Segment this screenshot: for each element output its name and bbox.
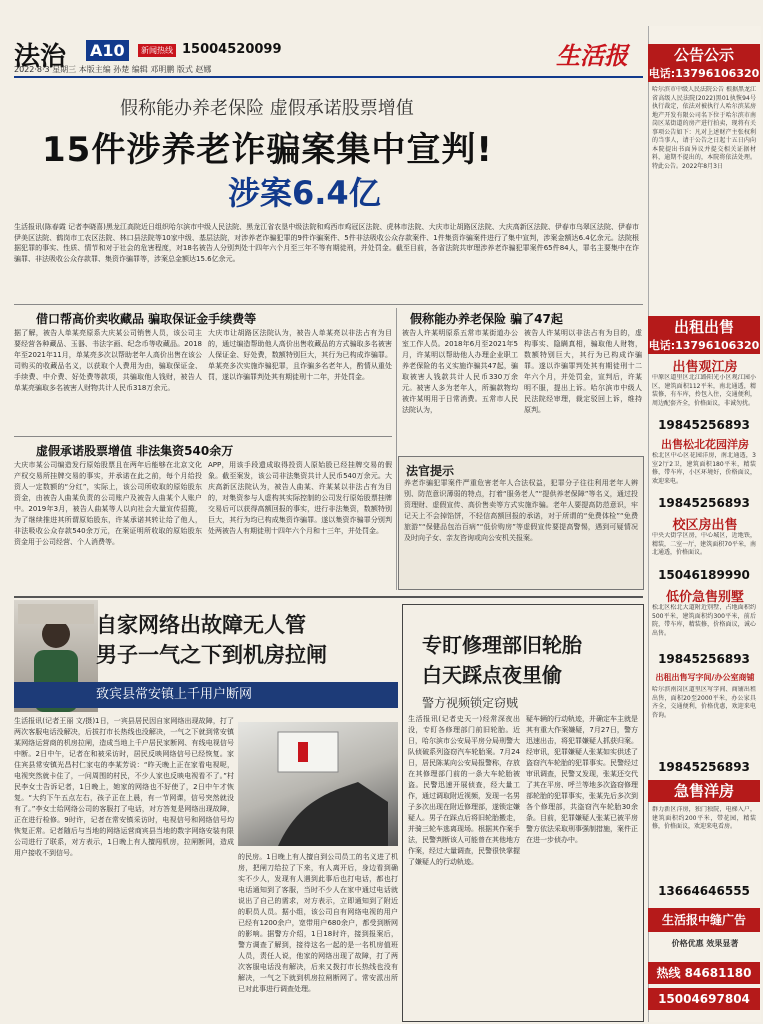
tire-story-headline-line2: 白天踩点夜里偷	[422, 663, 562, 687]
ad-title-guanjiang: 出售观江房	[672, 360, 738, 375]
life-ad-phone-2[interactable]: 15004697804	[648, 988, 760, 1010]
ad-title-songbei: 出售松北花园洋房	[661, 438, 749, 451]
hotline-label: 新闻热线	[138, 44, 176, 57]
ad-phone-guanjiang[interactable]: 19845256893	[658, 418, 750, 432]
life-ad-phone-1[interactable]: 热线 84681180	[648, 962, 760, 984]
article-body-pension: 被告人许某明原系五常市某街道办公室工作人员。2018年6月至2021年5月，许某明以帮助他人办理企业职工养老保险的名义实施诈骗共47起，骗取被害人钱款共计人民币330万余元。被害人多为老年人，所骗款物均被许某明用于日常消费。五常市人民法院认为，	[402, 329, 518, 414]
headline-kicker: 假称能办养老保险 虚假承诺股票增值	[120, 98, 414, 119]
dateline: 2022·8·3 星期三 本版主编 孙楚 编辑 邓明鹏 版式 赵娜	[14, 65, 212, 74]
net-story-headline-line2: 男子一气之下到机房拉闸	[96, 642, 327, 667]
article-body-pension-2: 被告人许某明以非法占有为目的，虚构事实、隐瞒真相，骗取他人财物，数额特别巨大，其行为已构成诈骗罪。遂以诈骗罪判处其有期徒刑十二年六个月，并处罚金，宣判后，许某明不服，提出上诉。哈尔滨市中级人民法院经审理，裁定驳回上诉，维持原判。	[524, 329, 642, 414]
life-ad-slogan: 价格优惠 效果显著	[671, 939, 739, 948]
ad-body-school: 中央大街学区房，中心城区，近地铁，精装，二室一厅，建筑面积70平米，南北通透，价格面议。	[652, 532, 756, 556]
ad-phone-office[interactable]: 19845256893	[658, 760, 750, 774]
notice-phone[interactable]: 电话:13796106320	[648, 67, 760, 80]
newspaper-logo: 生活报	[556, 41, 628, 70]
lead-paragraph: 生活报讯(陈春霞 记者李晓喜)黑龙江高院近日组织哈尔滨市中级人民法院、黑龙江省农垦中级法院和鸡西市鸡冠区法院、虎林市法院、大庆市让胡路区法院、大庆高新区法院、伊春市乌翠区法院、伊春市伊美区法院、鹤岗市工农区法院、林口县法院等10家中级、基层法院，对涉养老诈骗犯罪的9件诈骗案件、5件非法吸收公众存款案件、1件集资诈骗案件进行了集中宣判，涉案金额达6.4亿余元。法院根据犯罪的事实、性质、情节和对于社会的危害程度，对18名被告人分别判处十四年六个月至三年不等有期徒刑，并处罚金。截至目前，各省法院共审理涉养老诈骗犯罪案件65件84人，罪名主要集中在诈骗罪、非法吸收公众存款罪、集资诈骗罪等，涉案总金额达15.6亿余元。	[14, 223, 639, 263]
ad-title-school: 校区房出售	[672, 518, 738, 533]
ad-title-office: 出租出售写字间/办公室商铺	[655, 673, 755, 682]
article-body-stock-2: APP，用该手段遗成取得投资人原始股已经挂牌交易的假象。截至案发，该公司非法集资共计人民币540万余元。大庆高新区法院认为，被告人曲某、许某某以非法占有为目的，对集资参与人虚构其实际控制的公司发行原始股票挂牌交易后可以获得高额回报的事实，进行非法集资，数额特别巨大，其行为均已构成集资诈骗罪。遂以集资诈骗罪分别判处两被告人有期徒刑十四年六个月和十三年，并处罚金。	[208, 461, 392, 535]
ad-body-guanjiang: 中原区道里区北江路阳光小区观江园小区，建筑面积112平米，南北通透，精装修，有车库，拎包入住，交通便利，周边配套齐全，价格面议，非诚勿扰。	[652, 374, 756, 407]
net-story-subhead: 致宾县常安镇上千用户断网	[14, 682, 398, 708]
rent-phone[interactable]: 电话:13796106320	[648, 339, 760, 352]
ad-body-urgent: 群力新区洋房，独门独院，电梯入户，建筑面积约200平米，带花园，精装修，价格面议，欢迎来电看房。	[652, 806, 756, 830]
main-headline: 15件涉养老诈骗案集中宣判!	[42, 130, 493, 170]
tire-story-headline	[422, 630, 622, 690]
judge-tips-text: 养老诈骗犯罪案件严重危害老年人合法权益，犯罪分子往往利用老年人辨别、防范意识薄弱的特点，打着“服务老人”“提供养老保障”等名义，通过投资理财、虚假宣传、高价售卖等方式实施诈骗。老年人要提高防范意识，牢记天上不会掉馅饼，不轻信高额回报的承诺，对于所谓的“免费体检”“免费旅游”“保健品包治百病”“低价购房”等虚假宣传要提高警惕，遇到可疑情况及时向子女、亲友咨询或向公安机关报案。	[404, 479, 638, 542]
notice-body: 哈尔滨市中级人民法院公告 根据黑龙江省高级人民法院(2022)黑01执恢94号执行裁定，依法对被执行人哈尔滨某房地产开发有限公司名下位于哈尔滨市南岗区某街道的房产进行拍卖，现将有关事项公告如下：凡对上述财产主张权利的当事人，请于公告之日起十五日内向本院提出书面异议并提交相关证据材料，逾期不提出的，本院将依法处理。特此公告。2022年8月3日	[652, 86, 756, 170]
article-title-pension: 假称能办养老保险 骗了47起	[410, 312, 563, 326]
tire-story-body-right: 疑车辆的行动轨迹，并确定车主就是其有重大作案嫌疑，7月27日，警方迅速出击，将犯罪嫌疑人抓获归案。经审讯，犯罪嫌疑人张某如实供述了盗窃汽车轮胎的犯罪事实。民警经过审讯调查，民警又发现，张某还交代了其在平房、呼兰等地多次盗窃修理部轮胎的犯罪事实，张某先后多次到各个修理部，共盗窃汽车轮胎30余条。目前，犯罪嫌疑人张某已被平房警方依法采取刑事强制措施，案件正在进一步侦办中。	[526, 715, 638, 844]
ad-phone-urgent[interactable]: 13664646555	[658, 884, 750, 898]
life-ad-header: 生活报中缝广告	[648, 908, 760, 932]
net-story-headline	[96, 610, 396, 670]
rent-header: 出租出售	[648, 316, 760, 338]
header-rule	[14, 76, 643, 78]
article-body-stock: 大庆市某公司编造发行原始股票且在两年后能够在北京文化产权交易所挂牌交易的事实，并承诺在此之前，每个月给投资人一定数额的“分红”，实际上，该公司所收取的原始股东资金，由被告人曲某负责的公司账户及被告人曲某个人账户中。2019年3月，被告人曲某等人以向社会大量宣传招揽，为了继续推进其所谓原始股东，许某承诺其转让给了他人，非法吸收公众存款540余万元，在案证明所收取的原始股东资金用于公司经营、个人消费等。	[14, 461, 202, 546]
hotline-number: 15004520099	[182, 42, 282, 57]
ad-title-villa: 低价急售别墅	[665, 590, 744, 605]
section-divider-2	[14, 596, 643, 598]
judge-tips-title: 法官提示	[406, 464, 455, 478]
ad-body-office: 哈尔滨南岗区道里区写字间、商铺出租出售，面积20至2000平米，办公家具齐全，交通便利，价格优惠，欢迎来电咨询。	[652, 686, 756, 719]
tire-story-headline-line1: 专盯修理部旧轮胎	[422, 633, 582, 657]
article-body-collectibles: 据了解，被告人单某亮原系大庆某公司销售人员，该公司主要经营各种藏品、玉器、书法字画、纪念币等收藏品。2018年至2021年11月，单某亮多次以帮助老年人高价出售在该公司购买的收藏品名义，以获取个人费用为由，骗取保证金、手续费、中介费、好处费等款项，共骗取他人钱财，被告人单某亮骗取多名被害人财物共计人民币318万余元。	[14, 329, 202, 392]
sub-headline: 涉案6.4亿	[228, 174, 381, 212]
ad-phone-school[interactable]: 15046189990	[658, 568, 750, 582]
switch-illustration	[238, 722, 398, 846]
article-title-collectibles: 借口帮高价卖收藏品 骗取保证金手续费等	[36, 312, 257, 326]
article-body-collectibles-2: 大庆市让胡路区法院认为，被告人单某亮以非法占有为目的，通过编造帮助他人高价出售收藏品的方式骗取多名被害人保证金、好处费，数额特别巨大，其行为已构成诈骗罪。单某亮多次实施诈骗犯罪，且诈骗多名老年人，酌情从重处罚，遂以诈骗罪判处其有期徒刑十二年，并处罚金。	[208, 329, 392, 381]
ad-phone-villa[interactable]: 19845256893	[658, 652, 750, 666]
ad-body-villa: 松北区松北大道附近别墅，占地面积约500平米，建筑面积约300平米，前后院，带车库，精装修，价格面议，诚心出售。	[652, 604, 756, 637]
ad-phone-songbei[interactable]: 19845256893	[658, 496, 750, 510]
net-story-headline-line1: 自家网络出故障无人管	[96, 612, 306, 637]
ad-title-urgent: 急售洋房	[648, 780, 760, 802]
column-divider	[396, 308, 397, 590]
tire-story-subhead: 警方视频锁定窃贼	[422, 696, 519, 710]
net-story-body-left: 生活报讯(记者王丽 文/摄)1日，一宾县居民因自家网络出现故障，打了两次客服电话没解决，后拔打市长热线也没解决，一气之下就到常安镇某网络运营商的机房拉闸，造成当地上千户居民家断网、有线电视信号中断。2日中午，记者在和被采访时，居民反映网络信号已经恢复。家住宾县常安镇光昌村仁家屯的李某芳说：“昨天晚上正在家看电视呢，电视突然就卡住了，一问周围的村民，不少人家也反映电视看不了。”村民李女士告诉记者，1日晚上，她家的网络也不好使了，2日中午才恢复。“大约下午五点左右，孩子正在上晨，有一节网课，信号突然就没有了。”李女士给网络公司的客服打了电话，对方答复是网络出现故障，正在进行检修。9时许，记者在常安镇采访时，电视信号和网络信号均恢复正常。记者随后与当地的网络运营商宾县当地的数字网络安装有限公司进行了联系，对方表示，1日晚上有人擅闯机房，拉闸断网，造成用户接收不到信号。	[14, 717, 234, 857]
net-story-body-right: 的民房。1日晚上有人擅自到公司员工的名义进了机房，把闸刀给拉了下来，有人离开后，身边看到确实不少人，发现有人遇到此事后也打电话，都也打电话通知到了客服，当时不少人在家中通过电话就说出了自己的需求，对方表示，立即通知到了附近的职员人员。据小组，该公司自有网络电视的用户已经有1200余户，宽带用户680余户，都受到断网的影响。据警方介绍，1日18时许，接到报案后，警方调查了解到，接待这名一起的是一名机房值班人员，责任人说，他家的网络出现了故障，打了两次客服电话没有解决，后来又拨打市长热线也没有解决，一气之下就到机房拉闸断网了。常安派出所已对此事进行调查处理。	[238, 853, 398, 993]
section-divider	[14, 304, 643, 305]
ad-body-songbei: 松北区中心区花园洋房，南北通透，3室2厅2卫，建筑面积180平米，精装修，带车库，小区环境好，价格面议，欢迎来电。	[652, 452, 756, 485]
tire-story-body-left: 生活报讯(记者史天一)经常深夜出没，专盯各修理部门前旧轮胎。近日，哈尔滨市公安局平房分局刑警大队侦破系列盗窃汽车轮胎案。7月24日，居民陈某向公安局报警称，存放在其修理部门前的一条大车轮胎被盗。民警迅速开展侦查，经大量工作，通过调取附近视频，发现一名男子多次出现在附近修理部，遂锁定嫌疑人。男子在踩点后将旧轮胎搬走，并骑三轮车逃离现场。根据其作案手法，民警判断该人可能曾在其他地方作案，经过大量调查，民警很快掌握了嫌疑人的行动轨迹。	[408, 715, 520, 866]
page-number: A10	[86, 40, 129, 61]
switchboard-photo	[238, 722, 398, 846]
notice-header: 公告公示	[648, 44, 760, 66]
article-divider	[14, 436, 392, 437]
section-title: 法治	[14, 42, 67, 72]
article-title-stock: 虚假承诺股票增值 非法集资540余万	[36, 444, 234, 458]
